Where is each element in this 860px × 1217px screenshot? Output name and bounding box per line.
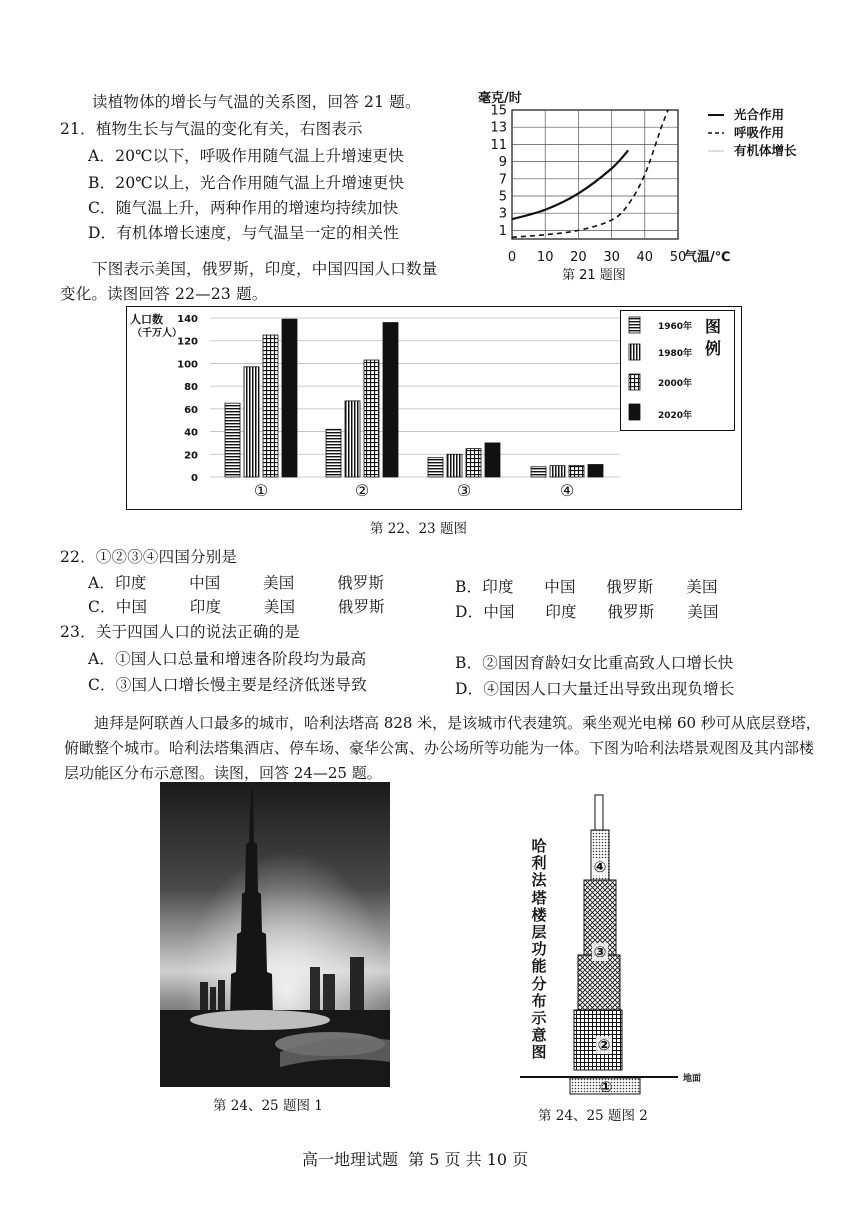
q22-option-a [88,572,384,594]
title-char: 分 [531,974,547,993]
title-char: 意 [531,1026,547,1045]
option-country: 美国 [687,603,719,621]
legend-2000-swatch [629,374,640,390]
legend-1960-swatch [629,317,640,333]
x-tick-label: 0 [507,250,517,265]
chart21-y-ticks [490,104,507,239]
legend-1980-label: 1980年 [658,349,693,359]
zone-3-label: ③ [593,943,607,961]
chart22-ylabel-line1: 人口数 [130,313,163,326]
option-country: 中国 [189,574,221,592]
q22-23-intro-line2: 变化。读图回答 22—23 题。 [60,285,268,303]
x-tick-label: 50 [669,250,687,265]
q21-option-a: A．20℃以下，呼吸作用随气温上升增速更快 [88,147,404,165]
option-letter: D． [455,603,484,621]
category-label: ③ [456,481,472,500]
x-tick-label: 30 [603,250,620,265]
bar-4-2000年 [569,466,584,477]
title-char: 图 [531,1043,547,1062]
y-tick-label: 80 [184,382,198,394]
y-tick-label: 140 [177,314,198,325]
burj-khalifa-photo [160,782,390,1087]
series-photosynthesis-line [512,150,628,219]
q23-option-a: A．①国人口总量和增速各阶段均为最高 [88,650,367,668]
chart21-grid [512,110,678,239]
q21-option-c: C．随气温上升，两种作用的增速均持续加快 [88,199,399,217]
q21-stem: 21．植物生长与气温的变化有关，右图表示 [60,120,363,138]
q22-23-figure-caption: 第 22、23 题图 [370,521,467,537]
q23-option-c: C．③国人口增长慢主要是经济低迷导致 [88,676,367,694]
q22-stem: 22．①②③④四国分别是 [60,548,238,566]
y-tick-label: 9 [498,155,507,171]
q22-option-c [88,596,385,618]
legend-respiration-label: 呼吸作用 [734,125,785,140]
bar-3-2020年 [485,443,500,477]
legend-photosynthesis-label: 光合作用 [734,107,785,122]
option-country: 美国 [686,578,718,596]
option-country: 印度 [115,574,147,592]
zone-2-label: ② [597,1036,611,1054]
y-tick-label: 1 [498,223,507,239]
title-char: 法 [531,871,547,890]
bar-4-2020年 [588,465,603,477]
bar-2-1960年 [326,429,341,477]
x-tick-label: 10 [536,250,554,265]
option-country: 印度 [189,598,222,616]
option-country: 中国 [483,603,515,621]
legend-2000-label: 2000年 [658,379,693,389]
title-char: 利 [531,854,547,873]
bar-1-2020年 [282,319,297,477]
title-char: 塔 [531,888,547,907]
q21-line-chart [470,84,840,284]
legend-1980-swatch [629,344,640,360]
y-tick-label: 7 [498,172,507,188]
title-char: 哈 [531,837,547,855]
q24-25-paragraph: 迪拜是阿联酋人口最多的城市，哈利法塔高 828 米，是该城市代表建筑。乘坐观光电梯 60 秒可从底层登塔，俯瞰整个城市。哈利法塔集酒店、停车场、豪华公寓、办公场所等功能为一体。下图为哈利法塔景观图及其内部楼层功能区分布示意图。读图，回答 24—25 题。 [64,714,821,782]
zone-4-label: ④ [593,858,607,876]
title-char: 功 [531,940,547,959]
q23-stem: 23．关于四国人口的说法正确的是 [60,623,300,641]
bar-3-1960年 [428,458,443,477]
q22-option-d [455,601,719,623]
option-country: 印度 [482,578,514,596]
option-country: 俄罗斯 [606,578,654,596]
page-footer: 高一地理试题 第 5 页 共 10 页 [302,1150,529,1169]
bar-4-1960年 [531,467,546,477]
bar-2-2020年 [383,323,398,477]
title-char: 示 [531,1009,547,1028]
zone-3-lower [578,955,620,1010]
legend-2020-swatch [629,404,640,420]
diagram-caption: 第 24、25 题图 2 [538,1108,648,1124]
bar-3-1980年 [447,454,462,477]
chart22-ylabel-line2: （千万人） [132,328,182,339]
title-char: 层 [531,923,547,942]
y-tick-label: 60 [184,404,198,416]
bar-1-2000年 [263,335,278,477]
option-letter: A． [88,574,116,592]
bar-1-1980年 [244,367,259,477]
category-label: ① [253,481,269,500]
y-tick-label: 0 [191,473,198,484]
chart21-ylabel: 毫克/时 [478,91,522,106]
option-country: 中国 [544,578,576,596]
photo-caption: 第 24、25 题图 1 [213,1098,323,1114]
zone-1-label: ① [599,1078,613,1096]
q23-option-b: B．②国因育龄妇女比重高致人口增长快 [455,654,734,672]
category-label: ② [354,481,370,500]
option-country: 中国 [115,598,148,616]
x-tick-label: 20 [570,250,587,265]
option-country: 俄罗斯 [337,598,385,616]
option-country: 美国 [263,574,295,592]
option-country: 印度 [545,603,577,621]
q23-option-d: D．④国因人口大量迁出导致出现负增长 [455,680,735,698]
option-country: 俄罗斯 [337,574,385,592]
chart21-x-ticks [508,250,686,265]
y-tick-label: 15 [490,103,507,119]
y-tick-label: 11 [490,137,507,153]
y-tick-label: 3 [498,206,507,222]
legend-title-char-1: 图 [705,317,722,336]
legend-2020-label: 2020年 [658,411,693,421]
bar-4-1980年 [550,466,565,477]
tower-floor-diagram [520,790,720,1100]
ground-label: 地面 [683,1074,702,1084]
title-char: 布 [531,991,547,1010]
legend-1960-label: 1960年 [658,322,693,332]
q21-option-b: B．20℃以上，光合作用随气温上升增速更快 [88,174,405,192]
q21-intro: 读植物体的增长与气温的关系图，回答 21 题。 [92,93,421,111]
y-tick-label: 13 [490,120,507,136]
legend-organism-growth-label: 有机体增长 [734,143,797,158]
category-label: ④ [559,481,575,500]
option-letter: C． [88,598,116,616]
q21-option-d: D．有机体增长速度，与气温呈一定的相关性 [88,224,399,242]
x-tick-label: 40 [636,250,654,265]
bar-2-2000年 [364,360,379,477]
y-tick-label: 5 [498,189,507,205]
option-letter: B． [455,578,483,596]
title-char: 楼 [531,905,547,924]
bar-3-2000年 [466,449,481,477]
tower-diagram-title [528,838,550,1062]
q22-23-intro-line1: 下图表示美国，俄罗斯，印度，中国四国人口数量 [92,260,438,278]
y-tick-label: 40 [184,427,198,439]
option-country: 俄罗斯 [607,603,655,621]
population-bar-chart [126,306,742,518]
y-tick-label: 100 [177,359,198,371]
legend-title-char-2: 例 [705,339,722,358]
q21-figure-caption: 第 21 题图 [562,268,626,283]
q22-option-b [455,576,718,598]
option-country: 美国 [263,598,296,616]
bar-1-1960年 [225,403,240,477]
y-tick-label: 120 [177,336,198,348]
y-tick-label: 20 [184,450,198,462]
bar-2-1980年 [345,401,360,477]
title-char: 能 [531,957,547,976]
chart21-xlabel: 气温/℃ [684,250,731,265]
